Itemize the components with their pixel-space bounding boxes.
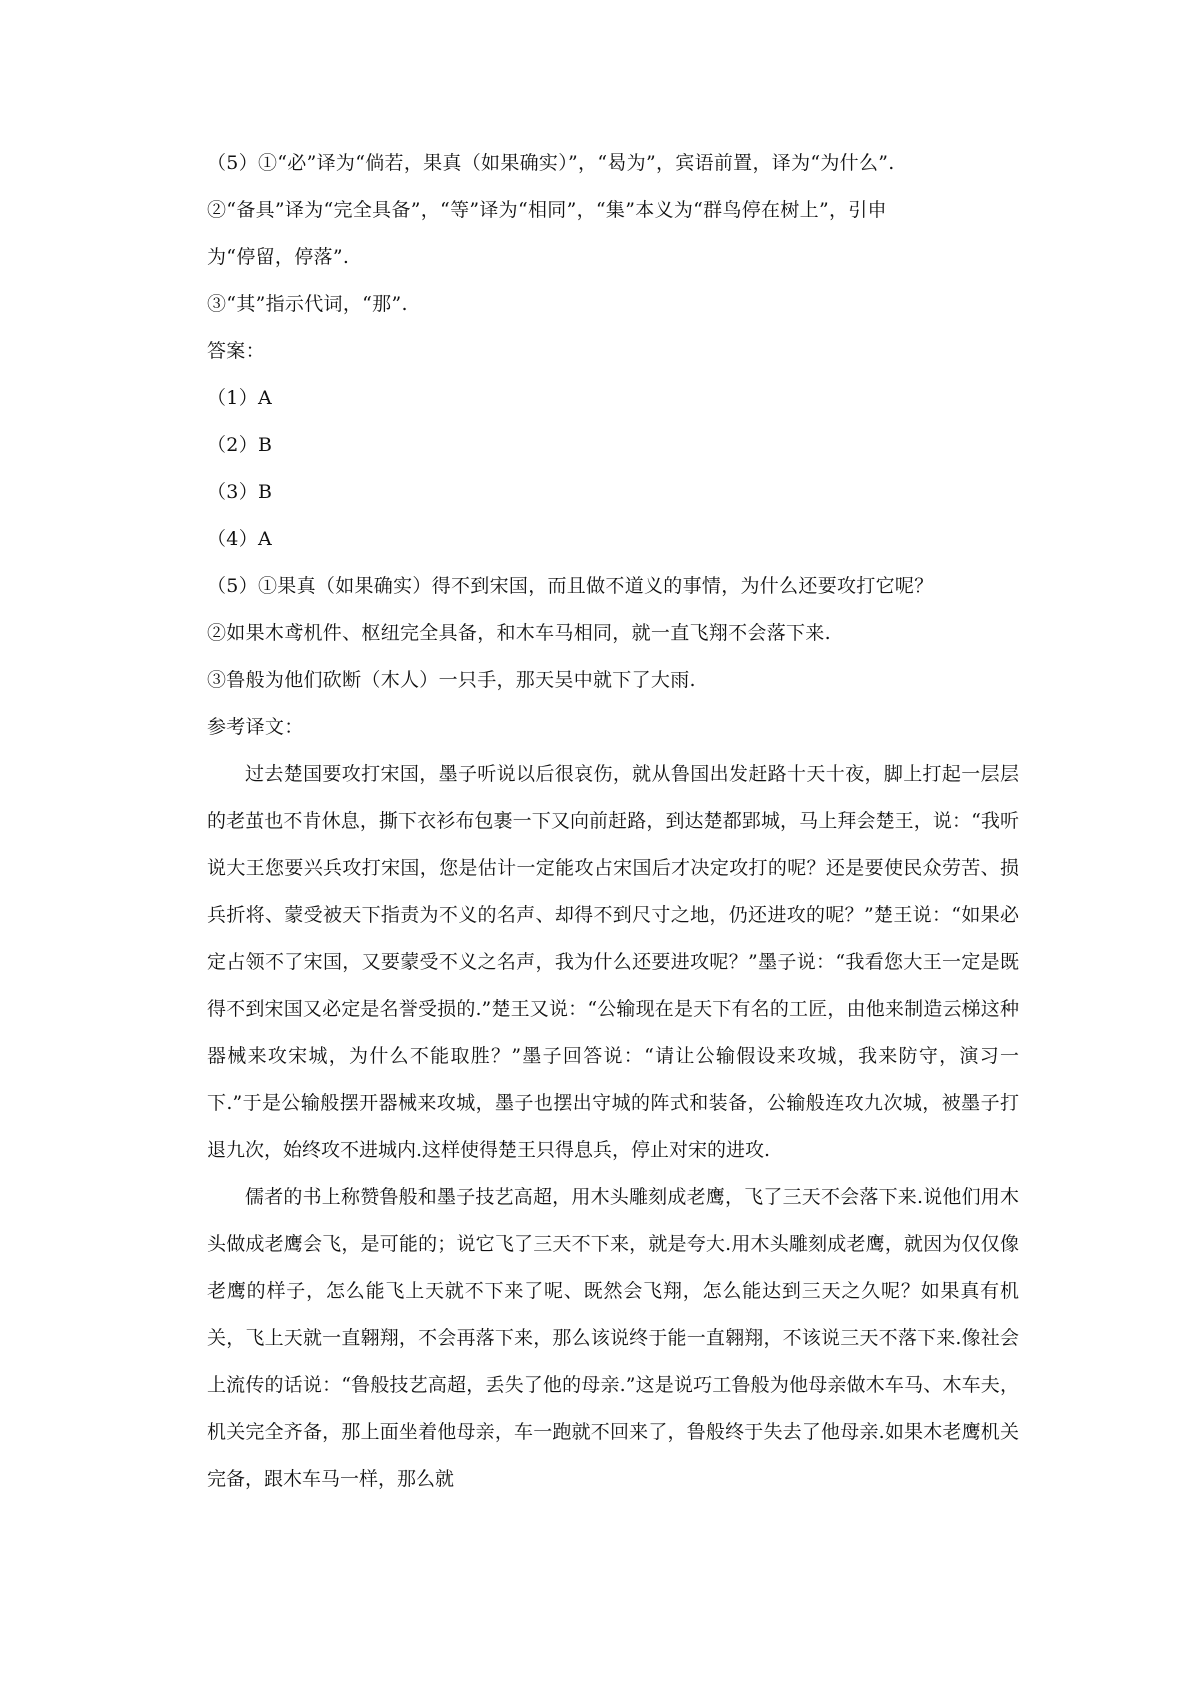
answers-heading: 答案： xyxy=(207,340,265,362)
document-page xyxy=(207,140,1019,1503)
answer-translation-line-2: ②如果木鸢机件、枢纽完全具备，和木车马相同，就一直飞翔不会落下来. xyxy=(207,622,831,644)
answer-item-2: （2）B xyxy=(207,434,273,456)
answer-item-3: （3）B xyxy=(207,481,273,503)
explanation-line-3: 为“停留，停落”. xyxy=(207,246,350,268)
explanation-line-4: ③“其”指示代词，“那”. xyxy=(207,293,408,315)
reference-paragraph-1: 过去楚国要攻打宋国，墨子听说以后很哀伤，就从鲁国出发赶路十天十夜，脚上打起一层层的老茧也不肯休息，撕下衣衫布包裹一下又向前赶路，到达楚都郢城，马上拜会楚王，说：“我听说大王您要兴兵攻打宋国，您是估计一定能攻占宋国后才决定攻打的呢？还是要使民众劳苦、损兵折将、蒙受被天下指责为不义的名声、却得不到尺寸之地，仍还进攻的呢？”楚王说：“如果必定占领不了宋国，又要蒙受不义之名声，我为什么还要进攻呢？”墨子说：“我看您大王一定是既得不到宋国又必定是名誉受损的.”楚王又说：“公输现在是天下有名的工匠，由他来制造云梯这种器械来攻宋城，为什么不能取胜？”墨子回答说：“请让公输假设来攻城，我来防守，演习一下.”于是公输般摆开器械来攻城，墨子也摆出守城的阵式和装备，公输般连攻九次城，被墨子打退九次，始终攻不进城内.这样使得楚王只得息兵，停止对宋的进攻. xyxy=(207,763,1019,1161)
answer-item-1: （1）A xyxy=(207,387,273,409)
answer-item-4: （4）A xyxy=(207,528,273,550)
answer-translation-line-1: （5）①果真（如果确实）得不到宋国，而且做不道义的事情，为什么还要攻打它呢？ xyxy=(207,575,934,597)
reference-paragraph-2: 儒者的书上称赞鲁般和墨子技艺高超，用木头雕刻成老鹰，飞了三天不会落下来.说他们用木头做成老鹰会飞，是可能的；说它飞了三天不下来，就是夸大.用木头雕刻成老鹰，就因为仅仅像老鹰的样子，怎么能飞上天就不下来了呢、既然会飞翔，怎么能达到三天之久呢？如果真有机关，飞上天就一直翱翔，不会再落下来，那么该说终于能一直翱翔，不该说三天不落下来.像社会上流传的话说：“鲁般技艺高超，丢失了他的母亲.”这是说巧工鲁般为他母亲做木车马、木车夫，机关完全齐备，那上面坐着他母亲，车一跑就不回来了，鲁般终于失去了他母亲.如果木老鹰机关完备，跟木车马一样，那么就 xyxy=(207,1186,1019,1490)
explanation-line-1: （5）①“必”译为“倘若，果真（如果确实）”，“曷为”，宾语前置，译为“为什么”. xyxy=(207,152,895,174)
answer-translation-line-3: ③鲁般为他们砍断（木人）一只手，那天吴中就下了大雨. xyxy=(207,669,696,691)
explanation-line-2: ②“备具”译为“完全具备”，“等”译为“相同”，“集”本义为“群鸟停在树上”，引申 xyxy=(207,199,887,221)
reference-heading: 参考译文： xyxy=(207,716,304,738)
